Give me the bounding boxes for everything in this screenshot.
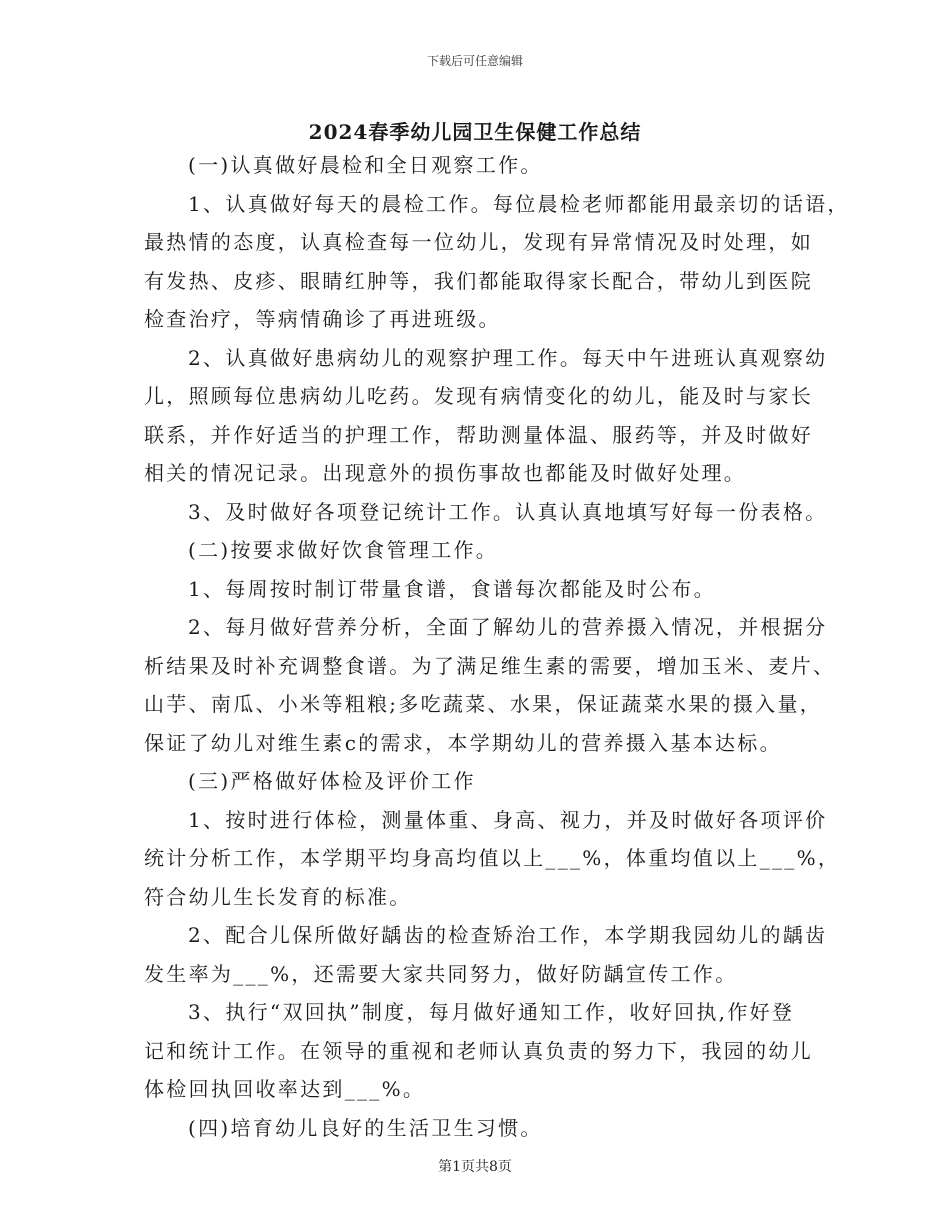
paragraph-line: 2、认真做好患病幼儿的观察护理工作。每天中午进班认真观察幼 xyxy=(188,345,828,370)
paragraph-line: (一)认真做好晨检和全日观察工作。 xyxy=(188,153,543,177)
paragraph-line: 1、认真做好每天的晨检工作。每位晨检老师都能用最亲切的话语， xyxy=(188,191,850,216)
paragraph-line: 1、每周按时制订带量食谱，食谱每次都能及时公布。 xyxy=(188,576,716,601)
paragraph-line: 儿，照顾每位患病幼儿吃药。发现有病情变化的幼儿，能及时与家长 xyxy=(144,384,813,408)
paragraph-line: 有发热、皮疹、眼睛红肿等，我们都能取得家长配合，带幼儿到医院 xyxy=(144,268,813,293)
paragraph-line: (四)培育幼儿良好的生活卫生习惯。 xyxy=(188,1115,543,1140)
paragraph-line: 山芋、南瓜、小米等粗粮;多吃蔬菜、水果，保证蔬菜水果的摄入量， xyxy=(144,692,823,716)
paragraph-line: 最热情的态度，认真检查每一位幼儿，发现有异常情况及时处理，如 xyxy=(144,230,813,254)
paragraph-line: 3、执行“双回执”制度，每月做好通知工作，收好回执,作好登 xyxy=(188,1000,795,1024)
paragraph-line: 发生率为___%，还需要大家共同努力，做好防龋宣传工作。 xyxy=(144,961,738,986)
paragraph-line: 保证了幼儿对维生素c的需求，本学期幼儿的营养摄入基本达标。 xyxy=(144,730,782,755)
page-header: 下载后可任意编辑 xyxy=(426,54,523,68)
paragraph-line: 析结果及时补充调整食谱。为了满足维生素的需要，增加玉米、麦片、 xyxy=(144,653,836,678)
paragraph-line: (二)按要求做好饮食管理工作。 xyxy=(188,538,499,562)
paragraph-line: 联系，并作好适当的护理工作，帮助测量体温、服药等，并及时做好 xyxy=(144,422,813,447)
paragraph-line: 相关的情况记录。出现意外的损伤事故也都能及时做好处理。 xyxy=(144,461,747,485)
document-title: 2024春季幼儿园卫生保健工作总结 xyxy=(308,120,642,144)
paragraph-line: 2、配合儿保所做好龋齿的检查矫治工作，本学期我园幼儿的龋齿 xyxy=(188,923,828,947)
paragraph-line: 统计分析工作，本学期平均身高均值以上___%，体重均值以上___%， xyxy=(144,846,841,870)
paragraph-line: 2、每月做好营养分析，全面了解幼儿的营养摄入情况，并根据分 xyxy=(188,615,828,639)
paragraph-line: 符合幼儿生长发育的标准。 xyxy=(144,884,412,909)
page-footer: 第1页共8页 xyxy=(438,1159,512,1175)
paragraph-line: (三)严格做好体检及评价工作 xyxy=(188,769,476,793)
paragraph-line: 记和统计工作。在领导的重视和老师认真负责的努力下，我园的幼儿 xyxy=(144,1038,813,1063)
paragraph-line: 3、及时做好各项登记统计工作。认真认真地填写好每一份表格。 xyxy=(188,499,828,524)
paragraph-line: 检查治疗，等病情确诊了再进班级。 xyxy=(144,307,501,331)
document-body xyxy=(144,146,850,1147)
paragraph-line: 1、按时进行体检，测量体重、身高、视力，并及时做好各项评价 xyxy=(188,807,828,832)
paragraph-line: 体检回执回收率达到___%。 xyxy=(144,1077,426,1101)
